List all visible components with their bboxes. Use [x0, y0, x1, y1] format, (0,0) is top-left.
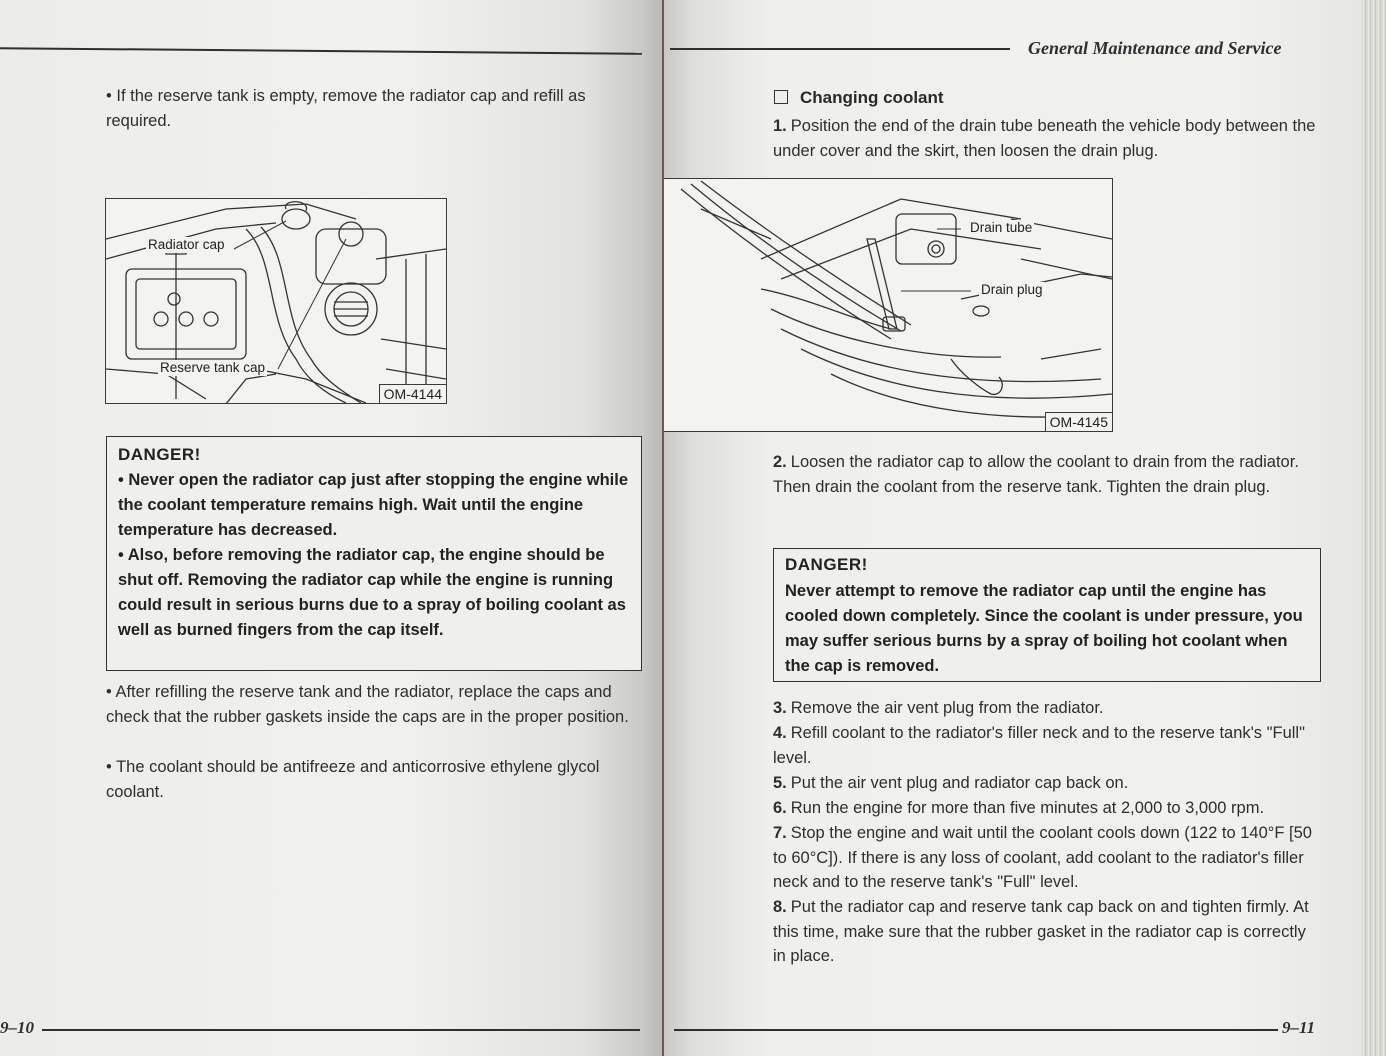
step-number: 3.: [773, 699, 787, 717]
danger-item-2: • Also, before removing the radiator cap, the engine should be shut off. Removing the radiator cap while the engine is running could result in serious burns due to a spray of boiling coolant as well as burned fingers from the cap itself.: [118, 546, 626, 639]
engine-bay-illustration: [106, 199, 446, 403]
bullet-reserve-empty: • If the reserve tank is empty, remove the radiator cap and refill as required.: [106, 87, 586, 130]
step-number: 7.: [773, 824, 787, 842]
step-2: [773, 450, 1321, 499]
label-radiator-cap: Radiator cap: [148, 237, 225, 252]
figure-drain-plug: [664, 178, 1113, 432]
checkbox-icon: [774, 90, 788, 104]
underbody-illustration: [664, 179, 1112, 431]
page-stack-edge: [1362, 0, 1386, 1056]
step-number: 5.: [773, 774, 787, 792]
step-text: Stop the engine and wait until the coolant cools down (122 to 140°F [50 to 60°C]). If there is any loss of coolant, add coolant to the radiator's filler neck and to the reserve tank's "Full" level.: [773, 824, 1312, 891]
left-page: [0, 0, 662, 1056]
step-text: Run the engine for more than five minutes at 2,000 to 3,000 rpm.: [790, 799, 1265, 817]
figure-code-right: OM-4145: [1045, 412, 1112, 431]
danger-item-1: • Never open the radiator cap just after stopping the engine while the coolant temperature remains high. Wait until the engine temperature has decreased.: [118, 471, 629, 539]
step-1: [773, 114, 1321, 163]
step-7: [773, 821, 1321, 895]
step-5: [773, 771, 1321, 796]
step-text: Put the air vent plug and radiator cap back on.: [790, 774, 1129, 792]
danger-title: DANGER!: [118, 445, 201, 464]
section-title: [774, 88, 944, 108]
step-text: Refill coolant to the radiator's filler neck and to the reserve tank's "Full" level.: [773, 724, 1305, 767]
step-text: Loosen the radiator cap to allow the coolant to drain from the radiator. Then drain the coolant from the reserve tank. Tighten the drain plug.: [773, 453, 1299, 496]
step-3: [773, 696, 1321, 721]
label-drain-tube: Drain tube: [970, 220, 1033, 235]
step-text: Put the radiator cap and reserve tank cap back on and tighten firmly. At this time, make sure that the rubber gasket in the radiator cap is correctly in place.: [773, 898, 1309, 965]
right-page-number: 9–11: [1282, 1018, 1316, 1037]
danger-box-left: [106, 436, 642, 671]
label-drain-plug: Drain plug: [981, 282, 1043, 297]
step-number: 8.: [773, 898, 787, 916]
danger-box-right: [773, 548, 1321, 682]
section-header: General Maintenance and Service: [1028, 38, 1282, 58]
right-page: [664, 0, 1364, 1056]
step-8: [773, 895, 1321, 969]
danger-title-right: DANGER!: [785, 555, 868, 574]
step-number: 4.: [773, 724, 787, 742]
figure-code: OM-4144: [379, 384, 446, 403]
step-text: Position the end of the drain tube beneath the vehicle body between the under cover and the skirt, then loosen the drain plug.: [773, 117, 1316, 160]
danger-text-right: Never attempt to remove the radiator cap until the engine has cooled down completely. Since the coolant is under pressure, you may suffer serious burns by a spray of boiling hot coolant when the cap is removed.: [785, 582, 1303, 675]
footer-rule: [0, 1029, 640, 1031]
label-reserve-tank-cap: Reserve tank cap: [160, 360, 266, 375]
step-number: 6.: [773, 799, 787, 817]
header-rule-right: [670, 48, 1010, 50]
step-6: [773, 796, 1321, 821]
bullet-coolant-type: • The coolant should be antifreeze and anticorrosive ethylene glycol coolant.: [106, 758, 600, 801]
step-text: Remove the air vent plug from the radiator.: [790, 699, 1104, 717]
footer-rule-right: [674, 1029, 1278, 1031]
step-number: 1.: [773, 117, 787, 135]
figure-radiator-engine: [105, 198, 447, 404]
section-title-text: Changing coolant: [800, 88, 944, 107]
step-number: 2.: [773, 453, 787, 471]
step-4: [773, 721, 1321, 770]
bullet-after-refill: • After refilling the reserve tank and the radiator, replace the caps and check that the rubber gaskets inside the caps are in the proper position.: [106, 683, 629, 726]
header-rule: [0, 47, 642, 55]
left-page-number: 9–10: [0, 1018, 42, 1038]
